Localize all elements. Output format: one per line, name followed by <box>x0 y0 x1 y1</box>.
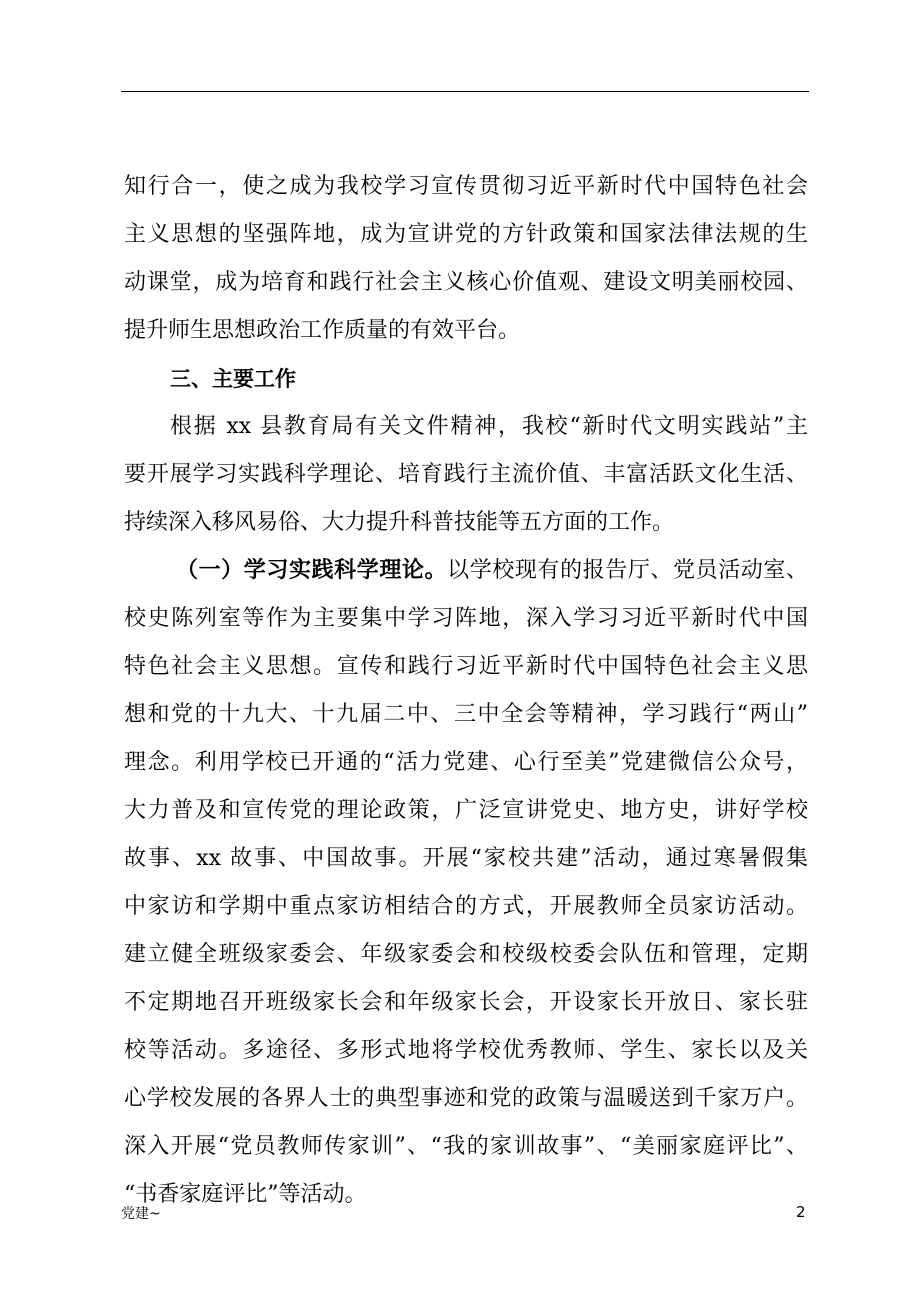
subsection-first-line <box>124 547 808 595</box>
text-line: 校等活动。多途径、多形式地将学校优秀教师、学生、家长以及关 <box>124 1038 808 1063</box>
document-body <box>124 163 808 1219</box>
text-line: “书香家庭评比”等活动。 <box>124 1182 367 1207</box>
page-number: 2 <box>796 1203 806 1221</box>
text-line: 主义思想的坚强阵地，成为宣讲党的方针政策和国家法律法规的生 <box>124 222 808 247</box>
paragraph-continuation <box>124 163 808 355</box>
text-line: 根据 xx 县教育局有关文件精神，我校“新时代文明实践站”主 <box>170 414 808 439</box>
text-line: 特色社会主义思想。宣传和践行习近平新时代中国特色社会主义思 <box>124 654 808 679</box>
text-line: 不定期地召开班级家长会和年级家长会，开设家长开放日、家长驻 <box>124 990 808 1015</box>
text-line: 大力普及和宣传党的理论政策，广泛宣讲党史、地方史，讲好学校 <box>124 798 808 823</box>
text-line: 持续深入移风易俗、大力提升科普技能等五方面的工作。 <box>124 510 675 535</box>
header-rule <box>121 91 809 92</box>
text-line: 校史陈列室等作为主要集中学习阵地，深入学习习近平新时代中国 <box>124 606 808 631</box>
text-line: 深入开展“党员教师传家训”、“我的家训故事”、“美丽家庭评比”、 <box>124 1134 808 1159</box>
text-line: 动课堂，成为培育和践行社会主义核心价值观、建设文明美丽校园、 <box>124 270 808 295</box>
text-line: 心学校发展的各界人士的典型事迹和党的政策与温暖送到千家万户。 <box>124 1086 808 1111</box>
section-heading: 三、主要工作 <box>170 367 296 391</box>
text-line: 理念。利用学校已开通的“活力党建、心行至美”党建微信公众号， <box>124 750 808 775</box>
text-line: 故事、xx 故事、中国故事。开展“家校共建”活动，通过寒暑假集 <box>124 846 808 871</box>
subsection-first-line-text: 以学校现有的报告厅、党员活动室、 <box>447 558 808 583</box>
text-line: 要开展学习实践科学理论、培育践行主流价值、丰富活跃文化生活、 <box>124 462 808 487</box>
subsection-title: （一）学习实践科学理论。 <box>176 558 448 583</box>
subsection-theory-study <box>124 547 808 1219</box>
text-line: 想和党的十九大、十九届二中、三中全会等精神，学习践行“两山” <box>124 702 808 727</box>
footer-label: 党建~ <box>121 1206 161 1222</box>
text-line: 知行合一，使之成为我校学习宣传贯彻习近平新时代中国特色社会 <box>124 174 808 199</box>
text-line: 中家访和学期中重点家访相结合的方式，开展教师全员家访活动。 <box>124 894 808 919</box>
text-line: 建立健全班级家委会、年级家委会和校级校委会队伍和管理，定期 <box>124 942 808 967</box>
text-line: 提升师生思想政治工作质量的有效平台。 <box>124 318 521 343</box>
paragraph-main-work <box>124 403 808 547</box>
